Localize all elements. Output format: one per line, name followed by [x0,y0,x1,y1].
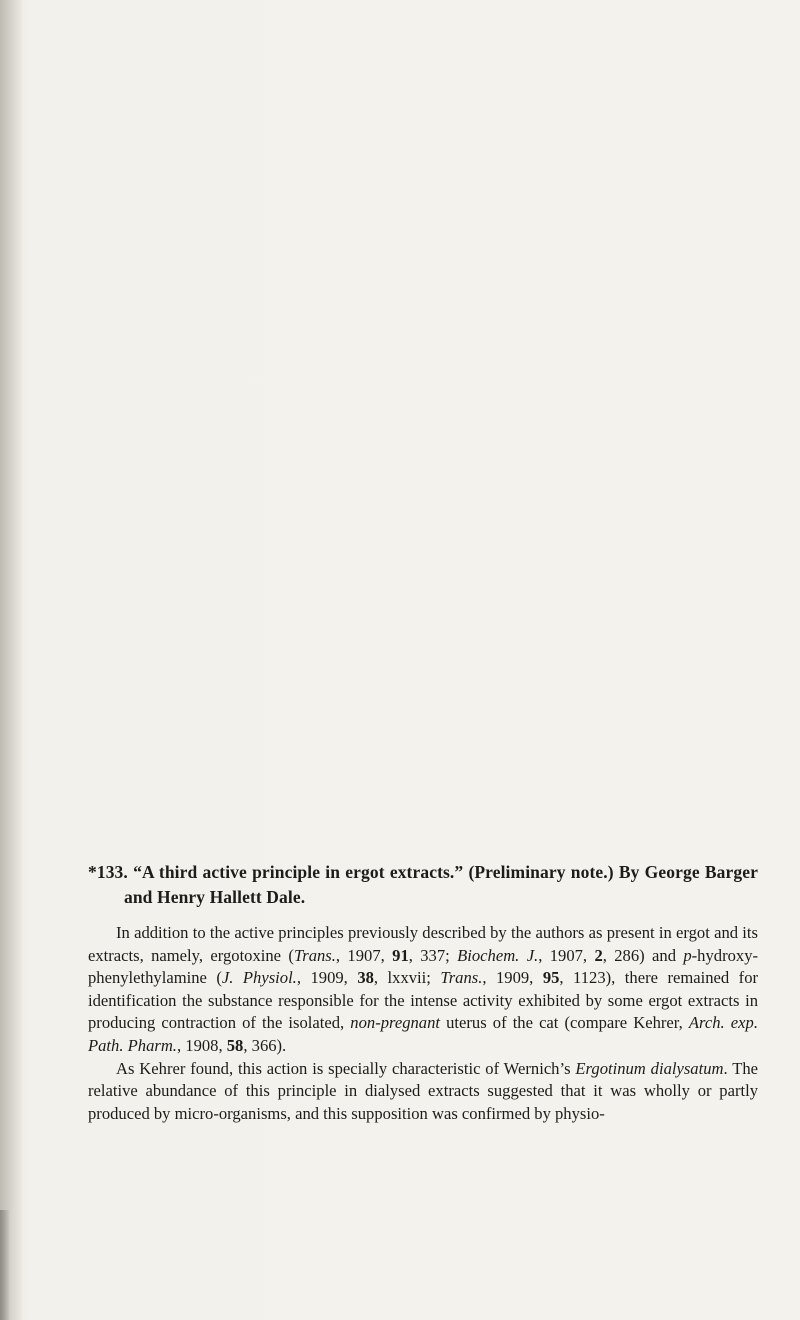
journal-citation: Trans. [440,968,483,988]
paragraph-2 [88,1058,758,1126]
volume-number: 95 [542,968,560,988]
text: , 1907, [335,945,393,965]
volume-number: 2 [594,945,603,965]
emphasis: non-pregnant [350,1013,441,1033]
preparation-name: Ergotinum dialysatum [575,1058,724,1078]
text: , lxxvii; [373,968,441,988]
journal-citation: J. Physiol. [221,968,297,988]
text: . The relative abundance of this principle in dialysed extracts suggested that it was wholly or partly produced by micro-organisms, and this supposition was confirmed by physio- [88,1058,758,1123]
article-byline: By George Barger and Henry Hallett Dale. [124,862,758,907]
text: uterus of the cat (compare Kehrer, [440,1013,689,1033]
article-heading [88,860,758,910]
journal-citation: Biochem. J. [457,945,539,965]
text: -hydroxy-phenylethylamine ( [88,945,759,988]
article-body [88,860,758,1125]
text: , 286) and [602,945,684,965]
volume-number: 91 [392,945,409,965]
volume-number: 58 [226,1035,244,1055]
article-number: *133. [88,862,128,882]
volume-number: 38 [357,968,374,988]
book-spine-edge [0,1210,10,1320]
journal-citation: Trans. [293,945,336,965]
text: , 337; [408,945,458,965]
text: , 1909, [482,968,543,988]
text: , 1907, [538,945,595,965]
chemical-prefix: p [683,945,692,965]
journal-citation: Arch. exp. Path. Pharm. [88,1013,758,1055]
text: , 1123), there remained for identification the substance responsible for the intense activity exhibited by some ergot extracts in producing contraction of the isolated, [88,968,759,1033]
text: , 1909, [296,968,358,988]
text: As Kehrer found, this action is specially characteristic of Wernich’s [116,1058,576,1078]
text: , 366). [243,1035,287,1055]
article-subtitle: (Preliminary note.) [468,862,614,882]
text: In addition to the active principles previously described by the authors as present in ergot and its extracts, namely, ergotoxine ( [88,923,758,965]
article-title: “A third active principle in ergot extracts.” [133,862,464,882]
paragraph-1 [88,922,758,1058]
book-spine-shadow [0,0,24,1320]
text: , 1908, [176,1035,227,1055]
